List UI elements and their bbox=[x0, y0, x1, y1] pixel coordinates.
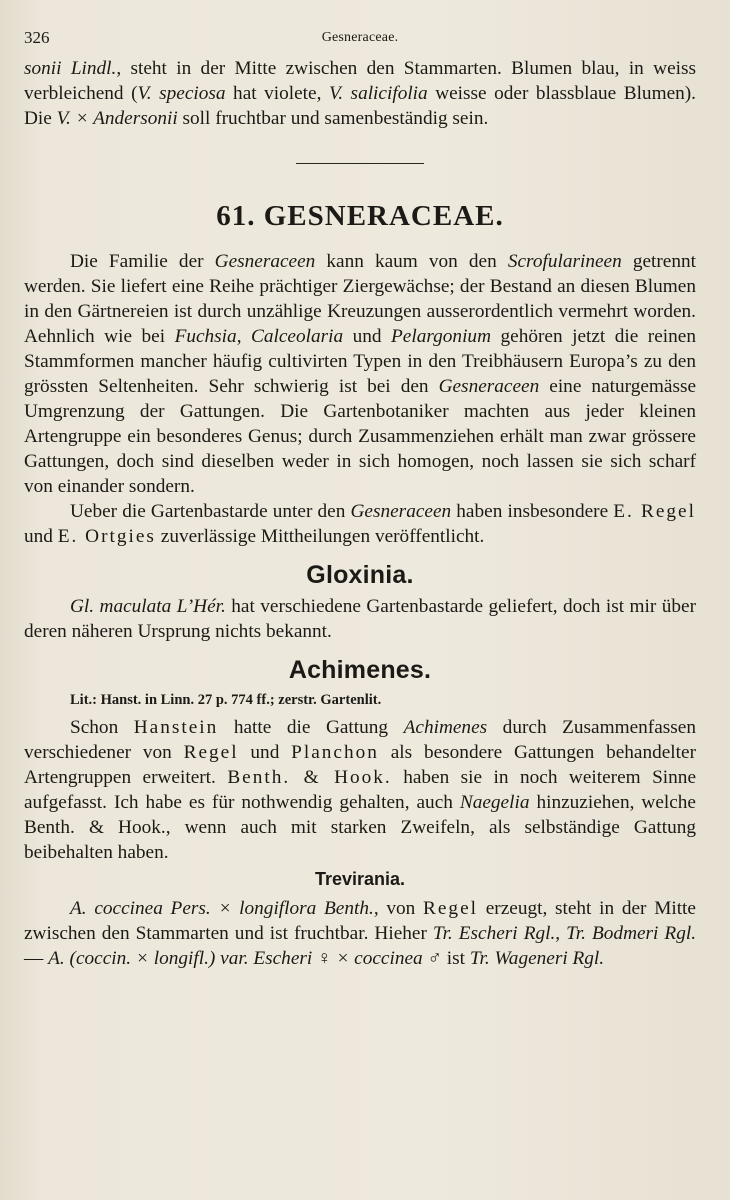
p-family-run: getrennt werden. Sie liefert eine Reihe prächtiger Ziergewächse; der Bestand an diesen Blumen in den Gärtnereien ist durch unzählige Kreuzungen ausserordentlich vermehrt worden. Aehnlich wie bei bbox=[24, 251, 696, 347]
p-trevirania-run: , von bbox=[373, 898, 424, 919]
p-trevirania-run: A. (coccin. × longifl.) var. Escheri ♀ × coccinea ♂ bbox=[48, 948, 442, 969]
p-achimenes-run: Achimenes bbox=[403, 717, 488, 738]
p-intro-run: sonii Lindl. bbox=[24, 58, 117, 79]
p-intro-run: , steht in der Mitte zwischen den Stammarten. Blumen blau, in weiss verbleichend ( bbox=[24, 58, 696, 104]
p-trevirania-run: — bbox=[24, 948, 49, 969]
p-intro-run: hat violete, bbox=[225, 83, 329, 104]
running-title: Gesneraceae. bbox=[321, 30, 399, 45]
p-family-run: , bbox=[236, 326, 251, 347]
p-bastards-run: Gesneraceen bbox=[350, 501, 452, 522]
p-trevirania-run: ist bbox=[441, 948, 470, 969]
p-achimenes-run: und bbox=[238, 742, 292, 763]
p-bastards-run: haben insbesondere bbox=[451, 501, 614, 522]
p-achimenes-run: Planchon bbox=[291, 742, 379, 763]
p-trevirania-run: Tr. Escheri Rgl. bbox=[432, 923, 556, 944]
literature-reference: Lit.: Hanst. in Linn. 27 p. 774 ff.; zerstr. Gartenlit. bbox=[70, 692, 382, 708]
paragraph-family bbox=[24, 249, 696, 499]
p-intro-run: V. × Andersonii bbox=[56, 108, 178, 129]
p-family-run: kann kaum von den bbox=[315, 251, 508, 272]
p-bastards-run: und bbox=[24, 526, 58, 547]
genus-heading-gloxinia: Gloxinia. bbox=[306, 561, 414, 589]
genus-heading-achimenes: Achimenes. bbox=[288, 656, 432, 684]
p-trevirania-run: erzeugt, steht in der Mitte zwischen den Stammarten und ist fruchtbar. Hieher bbox=[24, 898, 696, 944]
running-head bbox=[24, 28, 696, 56]
paragraph-achimenes bbox=[24, 715, 696, 865]
p-achimenes-run: Hanstein bbox=[133, 717, 219, 738]
p-achimenes-run: hinzuziehen, welche Benth. & Hook., wenn auch mit starken Zweifeln, als selbständige Gattung beibehalten haben. bbox=[24, 792, 696, 863]
p-intro-run: soll fruchtbar und samenbeständig sein. bbox=[177, 108, 489, 129]
p-trevirania-run: Tr. Bodmeri Rgl. bbox=[566, 923, 697, 944]
p-bastards-run: Ueber die Gartenbastarde unter den bbox=[70, 501, 351, 522]
paragraph-bastards bbox=[24, 499, 696, 549]
section-divider bbox=[296, 163, 424, 164]
subsection-heading-trevirania: Trevirania. bbox=[314, 869, 406, 889]
p-family-run: Scrofularineen bbox=[507, 251, 622, 272]
p-bastards-run: zuverlässige Mittheilungen veröffentlicht. bbox=[155, 526, 485, 547]
p-achimenes-run: Naegelia bbox=[459, 792, 530, 813]
p-family-run: eine naturgemässe Umgrenzung der Gattungen. Die Gartenbotaniker machten aus jeder kleinen Artengruppe ein besonderes Genus; durch Zusammenziehen erhält man zwar grössere Gattungen, doch sind dieselben weder in sich homogen, noch lassen sie sich scharf von einander sondern. bbox=[24, 376, 697, 497]
p-family-run: Calceolaria bbox=[251, 326, 344, 347]
p-trevirania-run: Tr. Wageneri Rgl. bbox=[469, 948, 605, 969]
page-number: 326 bbox=[24, 28, 50, 47]
p-achimenes-run: hatte die Gattung bbox=[218, 717, 404, 738]
p-trevirania-run: Regel bbox=[423, 898, 478, 919]
p-bastards-run: E. Ortgies bbox=[57, 526, 156, 547]
p-gloxinia-run: Gl. maculata L’Hér. bbox=[70, 596, 226, 617]
p-family-run: Die Familie der bbox=[70, 251, 215, 272]
p-intro-run: weisse oder blassblaue Blumen). Die bbox=[24, 83, 697, 129]
p-achimenes-run: durch Zusammenfassen verschiedener von bbox=[24, 717, 696, 763]
p-achimenes-run: Benth. & Hook. bbox=[227, 767, 392, 788]
p-achimenes-run: als besondere Gattungen behandelter Artengruppen erweitert. bbox=[24, 742, 697, 788]
paragraph-gloxinia bbox=[24, 594, 696, 644]
p-intro-run: V. salicifolia bbox=[328, 83, 428, 104]
p-family-run: Pelargonium bbox=[391, 326, 491, 347]
paragraph-trevirania bbox=[24, 896, 696, 971]
p-trevirania-run: A. coccinea Pers. × longiflora Benth. bbox=[70, 898, 374, 919]
p-intro-run: V. speciosa bbox=[137, 83, 226, 104]
p-achimenes-run: Regel bbox=[183, 742, 239, 763]
p-family-run: Fuchsia bbox=[174, 326, 237, 347]
p-family-run: Gesneraceen bbox=[438, 376, 540, 397]
p-trevirania-run: , bbox=[555, 923, 567, 944]
p-achimenes-run: haben sie in noch weiterem Sinne aufgefasst. Ich habe es für nothwendig gehalten, auch bbox=[24, 767, 696, 813]
paragraph-intro bbox=[24, 56, 696, 131]
p-achimenes-run: Schon bbox=[70, 717, 134, 738]
p-family-run: und bbox=[343, 326, 392, 347]
p-bastards-run: E. Regel bbox=[613, 501, 696, 522]
p-family-run: gehören jetzt die reinen Stammformen mancher häufig cultivirten Typen in den Treibhäusern Europa’s zu den grössten Seltenheiten. Sehr schwierig ist bei den bbox=[24, 326, 696, 397]
p-family-run: Gesneraceen bbox=[214, 251, 316, 272]
p-gloxinia-run: hat verschiedene Gartenbastarde geliefert, doch ist mir über deren näheren Ursprung nichts bekannt. bbox=[24, 596, 696, 642]
section-title: 61. GESNERACEAE. bbox=[216, 200, 504, 232]
